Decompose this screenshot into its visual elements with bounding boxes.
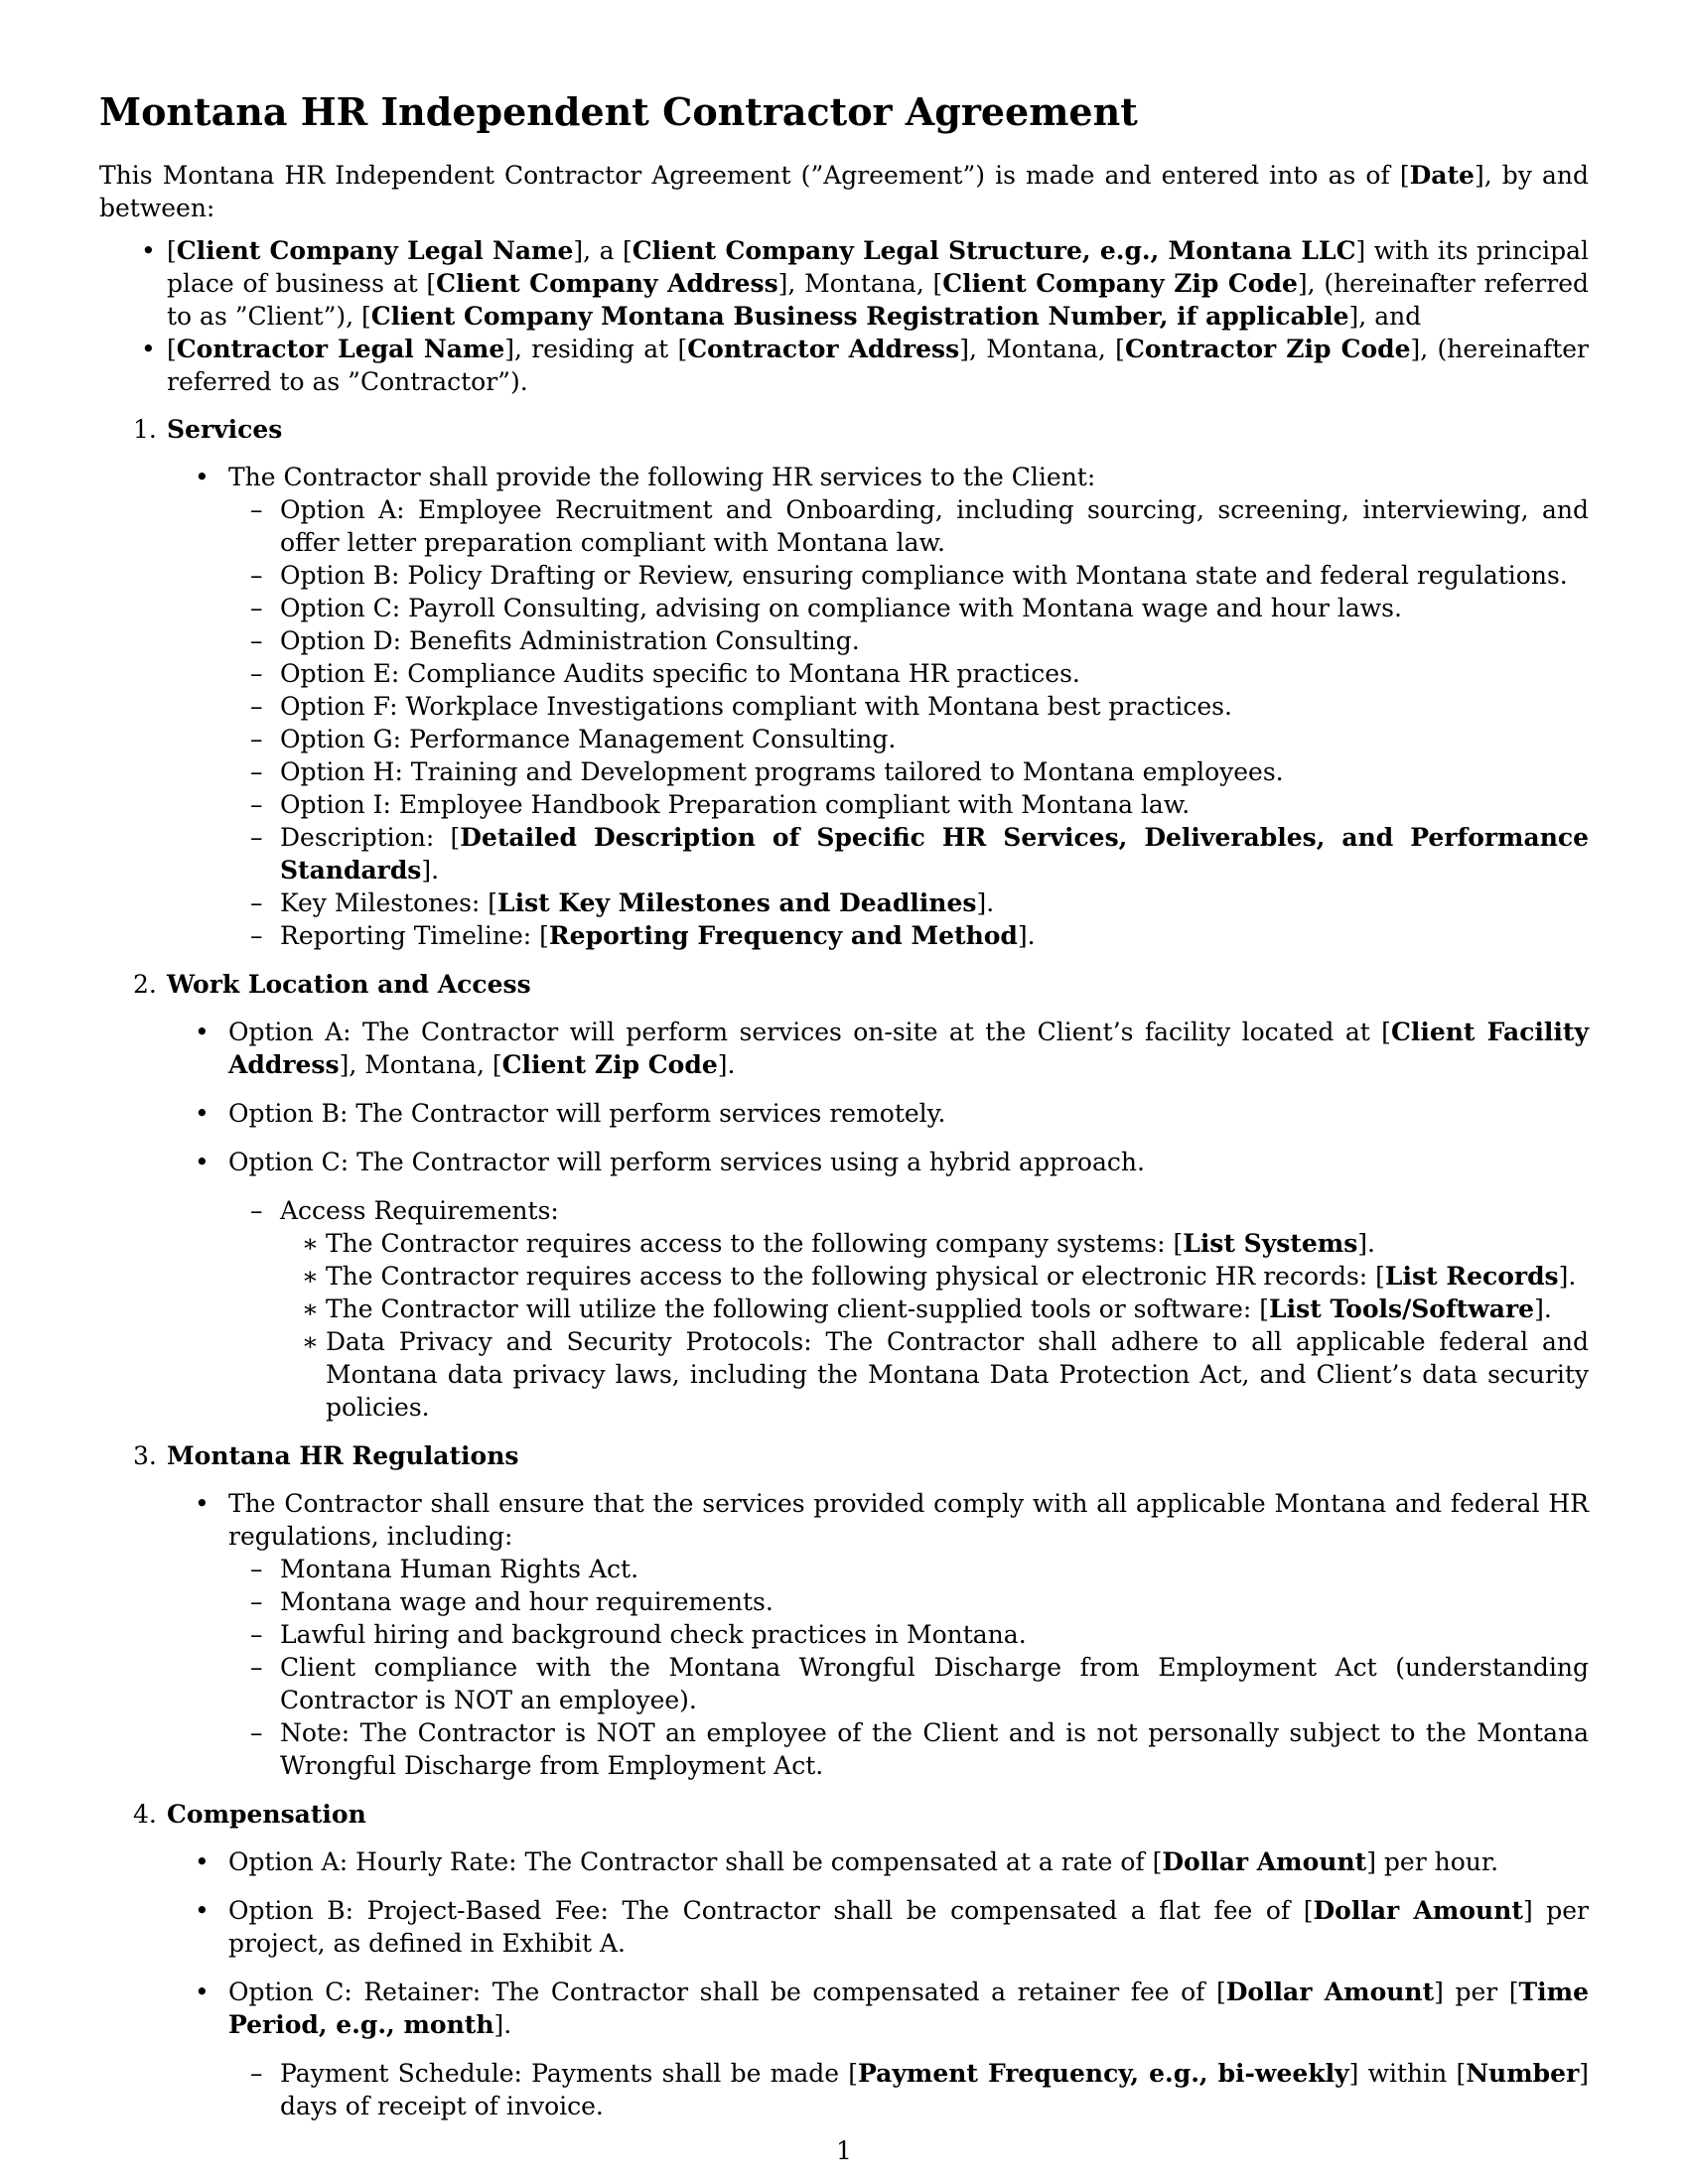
reporting-label: Reporting Timeline: [: [280, 921, 549, 950]
services-list: [167, 461, 1589, 952]
service-option: Option F: Workplace Investigations compliant with Montana best practices.: [280, 692, 1232, 721]
regulation-item: Lawful hiring and background check practices in Montana.: [280, 1620, 1027, 1649]
dash-icon: –: [250, 1718, 263, 1747]
list-item: [228, 592, 1589, 624]
section-number: 3.: [133, 1441, 157, 1470]
list-item: ∗ The Contractor requires access to the following physical or electronic HR records: [List Records].: [302, 1262, 1577, 1291]
milestones-label: Key Milestones: [: [280, 888, 498, 917]
service-options-list: [228, 493, 1589, 952]
section-compensation: [99, 1798, 1589, 2122]
client-zip-placeholder: Client Company Zip Code: [942, 269, 1298, 298]
list-item: [228, 690, 1589, 723]
section-services: [99, 413, 1589, 952]
client-text: ], (hereinafter referred to as ”Client”), [: [167, 269, 1589, 331]
asterisk-icon: ∗: [302, 1262, 319, 1291]
time-period-placeholder: Time Period, e.g., month: [228, 1978, 1589, 2039]
dash-icon: –: [250, 1653, 263, 1682]
access-list: [228, 1194, 1589, 1424]
service-option: Option B: Policy Drafting or Review, ensuring compliance with Montana state and federal regulations.: [280, 561, 1568, 590]
section-title: Work Location and Access: [167, 970, 531, 999]
list-item: [228, 1194, 1589, 1424]
bullet-icon: •: [195, 1489, 210, 1518]
client-registration-placeholder: Client Company Montana Business Registration Number, if applicable: [370, 302, 1349, 331]
sections-list: [99, 413, 1589, 2122]
service-option: Option C: Payroll Consulting, advising on compliance with Montana wage and hour laws.: [280, 594, 1402, 622]
contractor-address-placeholder: Contractor Address: [687, 335, 960, 363]
days-number-placeholder: Number: [1466, 2059, 1580, 2088]
compensation-options-list: [167, 1845, 1589, 2122]
project-amount-placeholder: Dollar Amount: [1313, 1896, 1523, 1925]
records-placeholder: List Records: [1384, 1262, 1559, 1291]
bullet-icon: •: [195, 1148, 210, 1176]
parties-list: [99, 234, 1589, 398]
list-item: ∗ The Contractor will utilize the following client-supplied tools or software: [List Tools/Software].: [302, 1295, 1552, 1323]
client-zip-placeholder: Client Zip Code: [501, 1050, 718, 1079]
section-number: 4.: [133, 1800, 157, 1829]
access-text: The Contractor requires access to the following company systems: [: [326, 1229, 1184, 1258]
asterisk-icon: ∗: [302, 1229, 319, 1258]
payment-text: ] days of receipt of invoice.: [280, 2059, 1590, 2120]
intro-text-end: ], by and between:: [99, 161, 1589, 222]
option-text: Option B: Project-Based Fee: The Contractor shall be compensated a flat fee of [: [228, 1896, 1314, 1925]
service-option: Option A: Employee Recruitment and Onboarding, including sourcing, screening, interviewing, and offer letter preparation compliant with Montana law.: [280, 495, 1589, 557]
regulation-item: Montana Human Rights Act.: [280, 1555, 639, 1583]
bullet-icon: •: [195, 1896, 210, 1925]
dash-icon: –: [250, 1587, 263, 1616]
intro-text: This Montana HR Independent Contractor Agreement (”Agreement”) is made and entered into as of [: [99, 161, 1410, 190]
bullet-icon: •: [195, 463, 210, 491]
option-text: ] per project, as defined in Exhibit A.: [228, 1896, 1589, 1958]
section-number: 1.: [133, 415, 157, 444]
description-placeholder: Detailed Description of Specific HR Services, Deliverables, and Performance Standards: [280, 823, 1590, 885]
bullet-icon: •: [195, 1978, 210, 2006]
regulation-items-list: [228, 1553, 1589, 1782]
regulation-item: Client compliance with the Montana Wrongful Discharge from Employment Act (understanding Contractor is NOT an employee).: [280, 1653, 1589, 1714]
dash-icon: –: [250, 561, 263, 590]
list-item: – Description: [Detailed Description of Specific HR Services, Deliverables, and Performance Standards].: [250, 823, 1590, 885]
list-item: • Option A: The Contractor will perform services on-site at the Client’s facility located at [Client Facility Address], Montana, [Client Zip Code].: [195, 1018, 1589, 1079]
bullet-icon: •: [195, 1099, 210, 1128]
option-text: ], Montana, [: [339, 1050, 502, 1079]
dash-icon: –: [250, 1196, 263, 1225]
dash-icon: –: [250, 921, 263, 950]
dash-icon: –: [250, 2059, 263, 2088]
list-item: [228, 624, 1589, 657]
asterisk-icon: ∗: [302, 1327, 319, 1356]
list-item: [228, 723, 1589, 755]
hourly-amount-placeholder: Dollar Amount: [1162, 1847, 1367, 1876]
client-text: ], Montana, [: [777, 269, 943, 298]
dash-icon: –: [250, 692, 263, 721]
systems-placeholder: List Systems: [1183, 1229, 1358, 1258]
list-item: [280, 1325, 1589, 1424]
client-address-placeholder: Client Company Address: [436, 269, 778, 298]
privacy-text: Data Privacy and Security Protocols: The Contractor shall adhere to all applicable federal and Montana data privacy laws, including the Montana Data Protection Act, and Client’s data security policies.: [326, 1327, 1589, 1422]
list-item: [228, 1585, 1589, 1618]
dash-icon: –: [250, 757, 263, 786]
bullet-icon: •: [141, 335, 156, 363]
reporting-placeholder: Reporting Frequency and Method: [548, 921, 1018, 950]
date-placeholder: Date: [1409, 161, 1475, 190]
section-title: Compensation: [167, 1800, 366, 1829]
contractor-text: ], residing at [: [504, 335, 688, 363]
section-work-location: [99, 968, 1589, 1424]
payment-frequency-placeholder: Payment Frequency, e.g., bi-weekly: [858, 2059, 1349, 2088]
option-text: Option C: The Contractor will perform services using a hybrid approach.: [228, 1148, 1145, 1176]
dash-icon: –: [250, 725, 263, 753]
client-text: ] with its principal place of business at [: [167, 236, 1589, 298]
contractor-party-item: • [Contractor Legal Name], residing at [Contractor Address], Montana, [Contractor Zip Code], (hereinafter referred to as ”Contractor”).: [141, 335, 1589, 396]
access-label: Access Requirements:: [280, 1196, 559, 1225]
client-text: ], a [: [573, 236, 633, 265]
description-label: Description: [: [280, 823, 461, 852]
milestones-placeholder: List Key Milestones and Deadlines: [497, 888, 977, 917]
list-item: [228, 1618, 1589, 1651]
access-text: The Contractor requires access to the following physical or electronic HR records: [: [326, 1262, 1385, 1291]
list-item: [228, 559, 1589, 592]
list-item: • Option C: Retainer: The Contractor shall be compensated a retainer fee of [Dollar Amount] per [Time Period, e.g., month]. – Payment Schedule: Payments shall be made [Payment Frequency, e.g., bi-weekly] within [Number] days of receipt of invoice.: [195, 1978, 1590, 2120]
payment-schedule-list: [228, 2057, 1589, 2122]
list-item: [228, 755, 1589, 788]
section-regulations: [99, 1439, 1589, 1782]
regulations-list: [167, 1487, 1589, 1782]
bullet-icon: •: [195, 1847, 210, 1876]
list-item: [228, 493, 1589, 559]
option-text: ] per [: [1434, 1978, 1519, 2006]
client-structure-placeholder: Client Company Legal Structure, e.g., Montana LLC: [632, 236, 1356, 265]
regulations-lead: The Contractor shall ensure that the services provided comply with all applicable Montana and federal HR regulations, including:: [228, 1489, 1589, 1551]
dash-icon: –: [250, 790, 263, 819]
list-item: [228, 2057, 1589, 2122]
client-party-item: • [Client Company Legal Name], a [Client Company Legal Structure, e.g., Montana LLC] with its principal place of business at [Client Company Address], Montana, [Client Company Zip Code], (hereinafter referred to as ”Client”), [Client Company Montana Business Registration Number, if applicable], and: [141, 236, 1589, 331]
dash-icon: –: [250, 823, 263, 852]
list-item: ∗ The Contractor requires access to the following company systems: [List Systems].: [302, 1229, 1375, 1258]
dash-icon: –: [250, 888, 263, 917]
service-option: Option H: Training and Development programs tailored to Montana employees.: [280, 757, 1284, 786]
retainer-amount-placeholder: Dollar Amount: [1225, 1978, 1435, 2006]
list-item: [228, 788, 1589, 821]
asterisk-icon: ∗: [302, 1295, 319, 1323]
list-item: [167, 1845, 1589, 1878]
contractor-zip-placeholder: Contractor Zip Code: [1124, 335, 1411, 363]
list-item: [228, 1651, 1589, 1716]
option-text: ] per hour.: [1366, 1847, 1499, 1876]
regulation-item: Note: The Contractor is NOT an employee of the Client and is not personally subject to the Montana Wrongful Discharge from Employment Act.: [280, 1718, 1589, 1780]
contractor-name-placeholder: Contractor Legal Name: [176, 335, 505, 363]
option-text: Option B: The Contractor will perform services remotely.: [228, 1099, 946, 1128]
service-option: Option I: Employee Handbook Preparation compliant with Montana law.: [280, 790, 1191, 819]
list-item: – Reporting Timeline: [Reporting Frequency and Method].: [250, 921, 1036, 950]
list-item: [228, 657, 1589, 690]
dash-icon: –: [250, 659, 263, 688]
dash-icon: –: [250, 594, 263, 622]
service-option: Option E: Compliance Audits specific to Montana HR practices.: [280, 659, 1080, 688]
payment-text: Payment Schedule: Payments shall be made [: [280, 2059, 859, 2088]
client-text: ], and: [1348, 302, 1422, 331]
list-item: [167, 1097, 1589, 1130]
bullet-icon: •: [141, 236, 156, 265]
list-item: [167, 461, 1589, 952]
list-item: [167, 1487, 1589, 1782]
dash-icon: –: [250, 626, 263, 655]
option-text: Option A: Hourly Rate: The Contractor shall be compensated at a rate of [: [228, 1847, 1163, 1876]
list-item: [228, 1716, 1589, 1782]
location-options-list: [167, 1016, 1589, 1424]
tools-placeholder: List Tools/Software: [1269, 1295, 1535, 1323]
list-item: [228, 1553, 1589, 1585]
list-item: – Key Milestones: [List Key Milestones and Deadlines].: [250, 888, 995, 917]
bullet-icon: •: [195, 1018, 210, 1046]
section-title: Services: [167, 415, 283, 444]
service-option: Option D: Benefits Administration Consulting.: [280, 626, 860, 655]
payment-text: ] within [: [1348, 2059, 1467, 2088]
list-item: [167, 1894, 1589, 1960]
service-option: Option G: Performance Management Consulting.: [280, 725, 897, 753]
dash-icon: –: [250, 495, 263, 524]
option-text: Option A: The Contractor will perform services on-site at the Client’s facility located at [: [228, 1018, 1391, 1046]
section-number: 2.: [133, 970, 157, 999]
access-text: The Contractor will utilize the following client-supplied tools or software: [: [326, 1295, 1270, 1323]
services-lead: The Contractor shall provide the following HR services to the Client:: [228, 463, 1096, 491]
regulation-item: Montana wage and hour requirements.: [280, 1587, 774, 1616]
document-page: [99, 87, 1589, 2138]
list-item: [167, 1146, 1589, 1424]
intro-paragraph: [99, 159, 1589, 224]
option-text: Option C: Retainer: The Contractor shall be compensated a retainer fee of [: [228, 1978, 1226, 2006]
contractor-text: ], (hereinafter referred to as ”Contractor”).: [167, 335, 1589, 396]
client-name-placeholder: Client Company Legal Name: [176, 236, 574, 265]
page-number: 1: [836, 2136, 852, 2165]
dash-icon: –: [250, 1555, 263, 1583]
facility-address-placeholder: Client Facility Address: [228, 1018, 1589, 1079]
access-requirements-list: [280, 1227, 1589, 1424]
section-title: Montana HR Regulations: [167, 1441, 519, 1470]
contractor-text: ], Montana, [: [959, 335, 1125, 363]
document-title: Montana HR Independent Contractor Agreement: [99, 89, 1138, 134]
dash-icon: –: [250, 1620, 263, 1649]
